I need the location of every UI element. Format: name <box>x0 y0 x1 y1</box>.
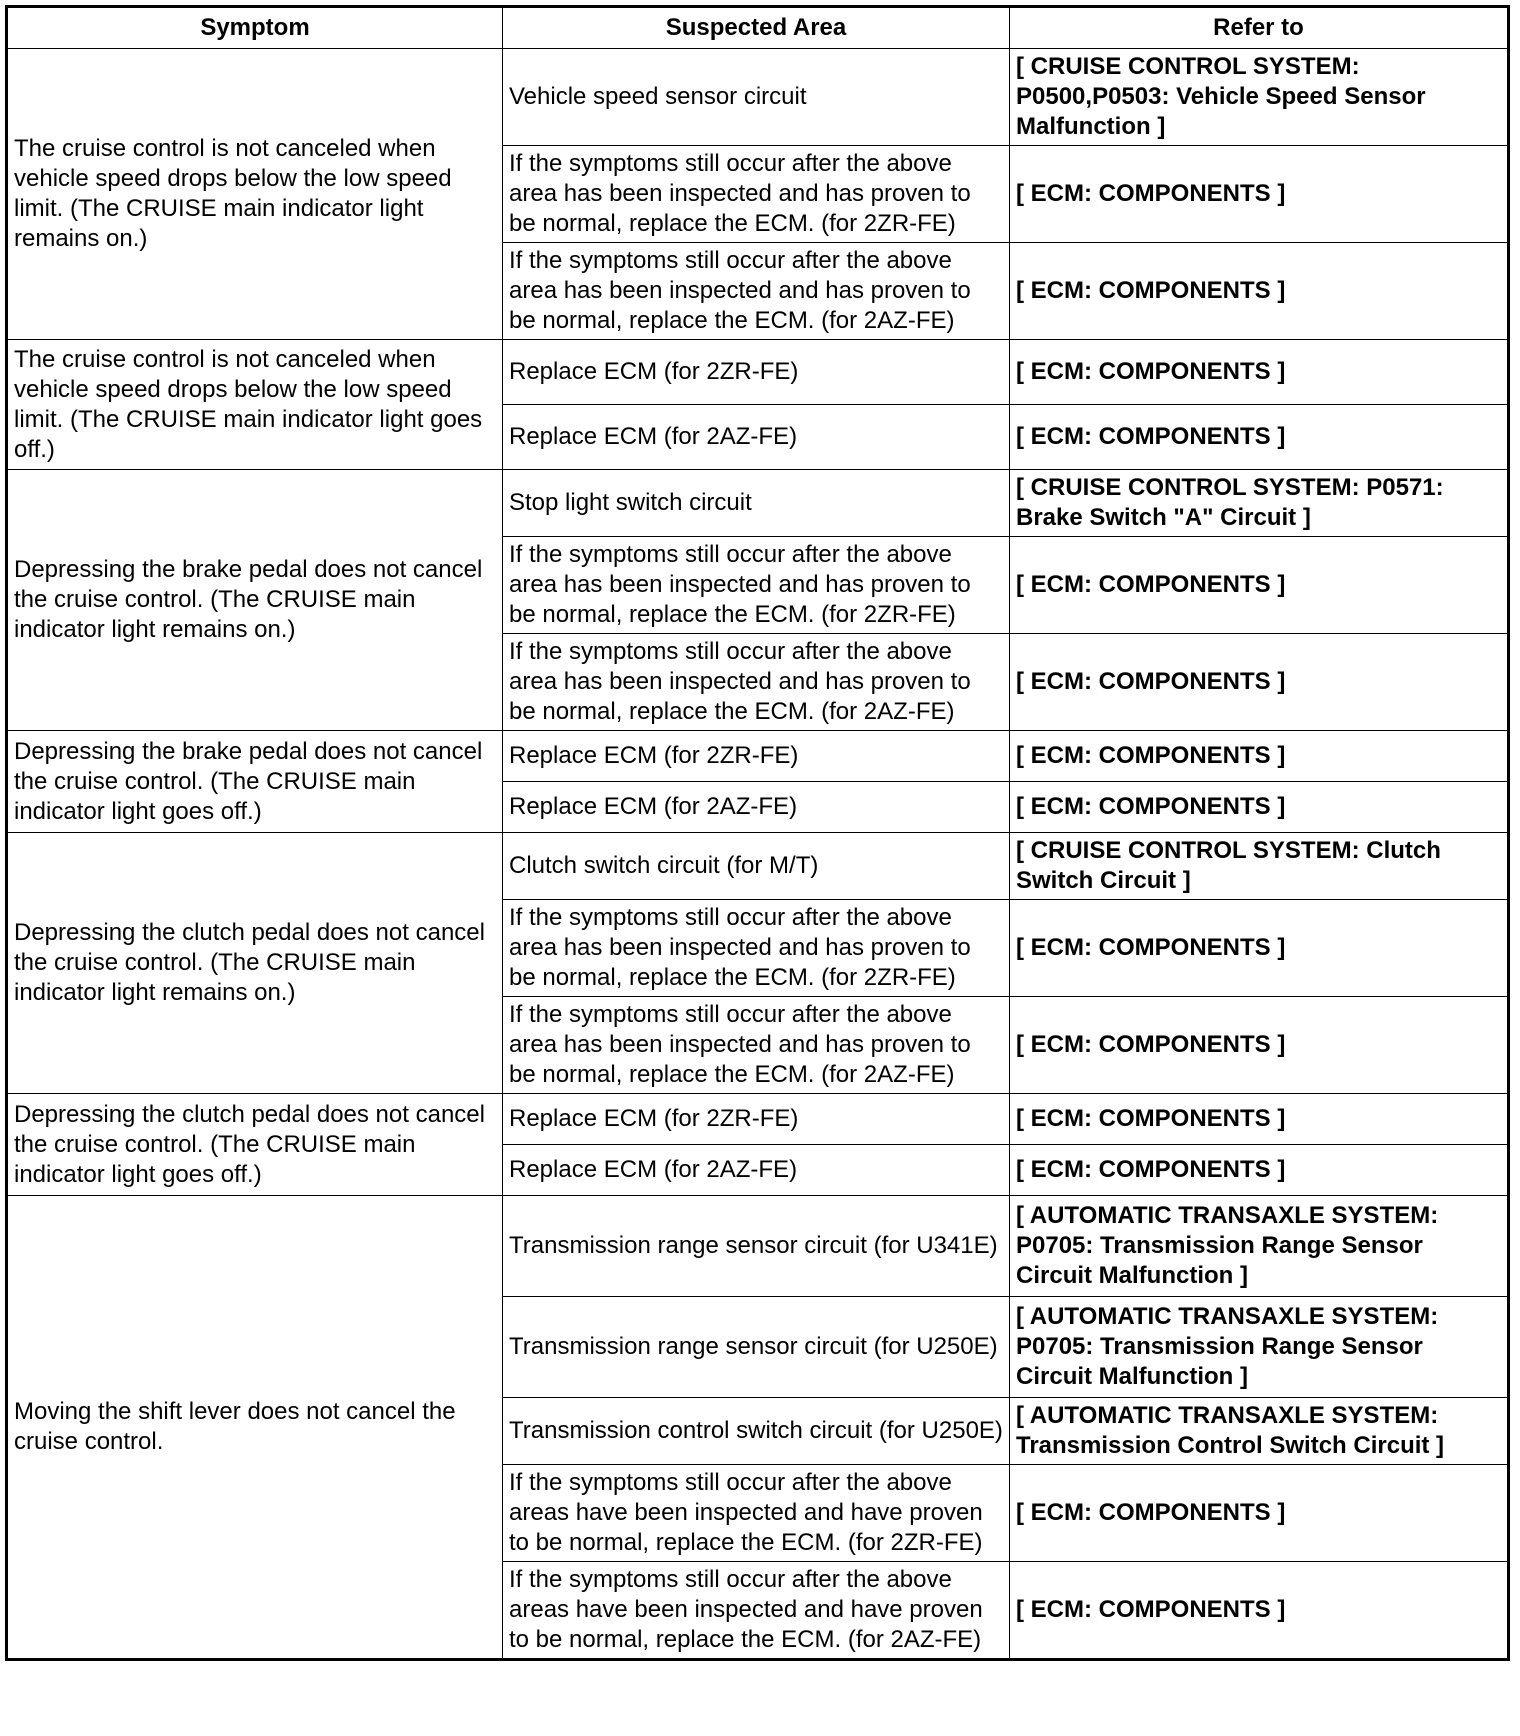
symptom-cell: The cruise control is not canceled when vehicle speed drops below the low speed limit. (The CRUISE main indicator light goes off.) <box>7 340 503 470</box>
symptom-cell: Depressing the clutch pedal does not cancel the cruise control. (The CRUISE main indicator light goes off.) <box>7 1094 503 1196</box>
refer-to-link[interactable]: [ ECM: COMPONENTS ] <box>1010 997 1509 1094</box>
document-page <box>5 5 1510 1661</box>
refer-to-link[interactable]: [ ECM: COMPONENTS ] <box>1010 405 1509 470</box>
refer-to-link[interactable]: [ ECM: COMPONENTS ] <box>1010 731 1509 782</box>
symptom-cell: Moving the shift lever does not cancel the cruise control. <box>7 1196 503 1660</box>
suspected-area-cell: If the symptoms still occur after the above area has been inspected and has proven to be normal, replace the ECM. (for 2ZR-FE) <box>503 146 1010 243</box>
suspected-area-cell: Vehicle speed sensor circuit <box>503 49 1010 146</box>
refer-to-link[interactable]: [ ECM: COMPONENTS ] <box>1010 1145 1509 1196</box>
suspected-area-cell: Replace ECM (for 2ZR-FE) <box>503 340 1010 405</box>
suspected-area-cell: Replace ECM (for 2AZ-FE) <box>503 782 1010 833</box>
refer-to-link[interactable]: [ ECM: COMPONENTS ] <box>1010 1094 1509 1145</box>
table-row <box>7 340 1509 405</box>
symptom-cell: Depressing the brake pedal does not cancel the cruise control. (The CRUISE main indicator light goes off.) <box>7 731 503 833</box>
table-row <box>7 470 1509 537</box>
table-header-row <box>7 7 1509 49</box>
symptom-cell: The cruise control is not canceled when vehicle speed drops below the low speed limit. (The CRUISE main indicator light remains on.) <box>7 49 503 340</box>
suspected-area-cell: Transmission range sensor circuit (for U341E) <box>503 1196 1010 1297</box>
suspected-area-cell: If the symptoms still occur after the above areas have been inspected and have proven to be normal, replace the ECM. (for 2AZ-FE) <box>503 1562 1010 1660</box>
suspected-area-cell: Stop light switch circuit <box>503 470 1010 537</box>
refer-to-link[interactable]: [ ECM: COMPONENTS ] <box>1010 782 1509 833</box>
refer-to-link[interactable]: [ ECM: COMPONENTS ] <box>1010 146 1509 243</box>
suspected-area-cell: Transmission control switch circuit (for U250E) <box>503 1398 1010 1465</box>
refer-to-link[interactable]: [ CRUISE CONTROL SYSTEM: Clutch Switch Circuit ] <box>1010 833 1509 900</box>
refer-to-link[interactable]: [ CRUISE CONTROL SYSTEM: P0571: Brake Switch "A" Circuit ] <box>1010 470 1509 537</box>
symptom-cell: Depressing the clutch pedal does not cancel the cruise control. (The CRUISE main indicator light remains on.) <box>7 833 503 1094</box>
suspected-area-cell: If the symptoms still occur after the above area has been inspected and has proven to be normal, replace the ECM. (for 2ZR-FE) <box>503 900 1010 997</box>
suspected-area-cell: If the symptoms still occur after the above areas have been inspected and have proven to be normal, replace the ECM. (for 2ZR-FE) <box>503 1465 1010 1562</box>
symptom-table <box>5 5 1510 1661</box>
suspected-area-cell: Replace ECM (for 2ZR-FE) <box>503 731 1010 782</box>
suspected-area-cell: Replace ECM (for 2ZR-FE) <box>503 1094 1010 1145</box>
header-refer-to: Refer to <box>1010 7 1509 49</box>
refer-to-link[interactable]: [ AUTOMATIC TRANSAXLE SYSTEM: P0705: Transmission Range Sensor Circuit Malfunction ] <box>1010 1196 1509 1297</box>
table-row <box>7 833 1509 900</box>
refer-to-link[interactable]: [ AUTOMATIC TRANSAXLE SYSTEM: P0705: Transmission Range Sensor Circuit Malfunction ] <box>1010 1297 1509 1398</box>
suspected-area-cell: Replace ECM (for 2AZ-FE) <box>503 1145 1010 1196</box>
refer-to-link[interactable]: [ ECM: COMPONENTS ] <box>1010 537 1509 634</box>
refer-to-link[interactable]: [ CRUISE CONTROL SYSTEM: P0500,P0503: Vehicle Speed Sensor Malfunction ] <box>1010 49 1509 146</box>
suspected-area-cell: If the symptoms still occur after the above area has been inspected and has proven to be normal, replace the ECM. (for 2AZ-FE) <box>503 634 1010 731</box>
suspected-area-cell: If the symptoms still occur after the above area has been inspected and has proven to be normal, replace the ECM. (for 2ZR-FE) <box>503 537 1010 634</box>
table-row <box>7 731 1509 782</box>
suspected-area-cell: If the symptoms still occur after the above area has been inspected and has proven to be normal, replace the ECM. (for 2AZ-FE) <box>503 997 1010 1094</box>
suspected-area-cell: Transmission range sensor circuit (for U250E) <box>503 1297 1010 1398</box>
refer-to-link[interactable]: [ ECM: COMPONENTS ] <box>1010 1465 1509 1562</box>
table-row <box>7 49 1509 146</box>
header-suspected-area: Suspected Area <box>503 7 1010 49</box>
table-row <box>7 1094 1509 1145</box>
symptom-cell: Depressing the brake pedal does not cancel the cruise control. (The CRUISE main indicator light remains on.) <box>7 470 503 731</box>
refer-to-link[interactable]: [ ECM: COMPONENTS ] <box>1010 243 1509 340</box>
refer-to-link[interactable]: [ ECM: COMPONENTS ] <box>1010 1562 1509 1660</box>
header-symptom: Symptom <box>7 7 503 49</box>
suspected-area-cell: Clutch switch circuit (for M/T) <box>503 833 1010 900</box>
refer-to-link[interactable]: [ ECM: COMPONENTS ] <box>1010 900 1509 997</box>
table-row <box>7 1196 1509 1297</box>
suspected-area-cell: If the symptoms still occur after the above area has been inspected and has proven to be normal, replace the ECM. (for 2AZ-FE) <box>503 243 1010 340</box>
refer-to-link[interactable]: [ AUTOMATIC TRANSAXLE SYSTEM: Transmission Control Switch Circuit ] <box>1010 1398 1509 1465</box>
refer-to-link[interactable]: [ ECM: COMPONENTS ] <box>1010 634 1509 731</box>
refer-to-link[interactable]: [ ECM: COMPONENTS ] <box>1010 340 1509 405</box>
suspected-area-cell: Replace ECM (for 2AZ-FE) <box>503 405 1010 470</box>
